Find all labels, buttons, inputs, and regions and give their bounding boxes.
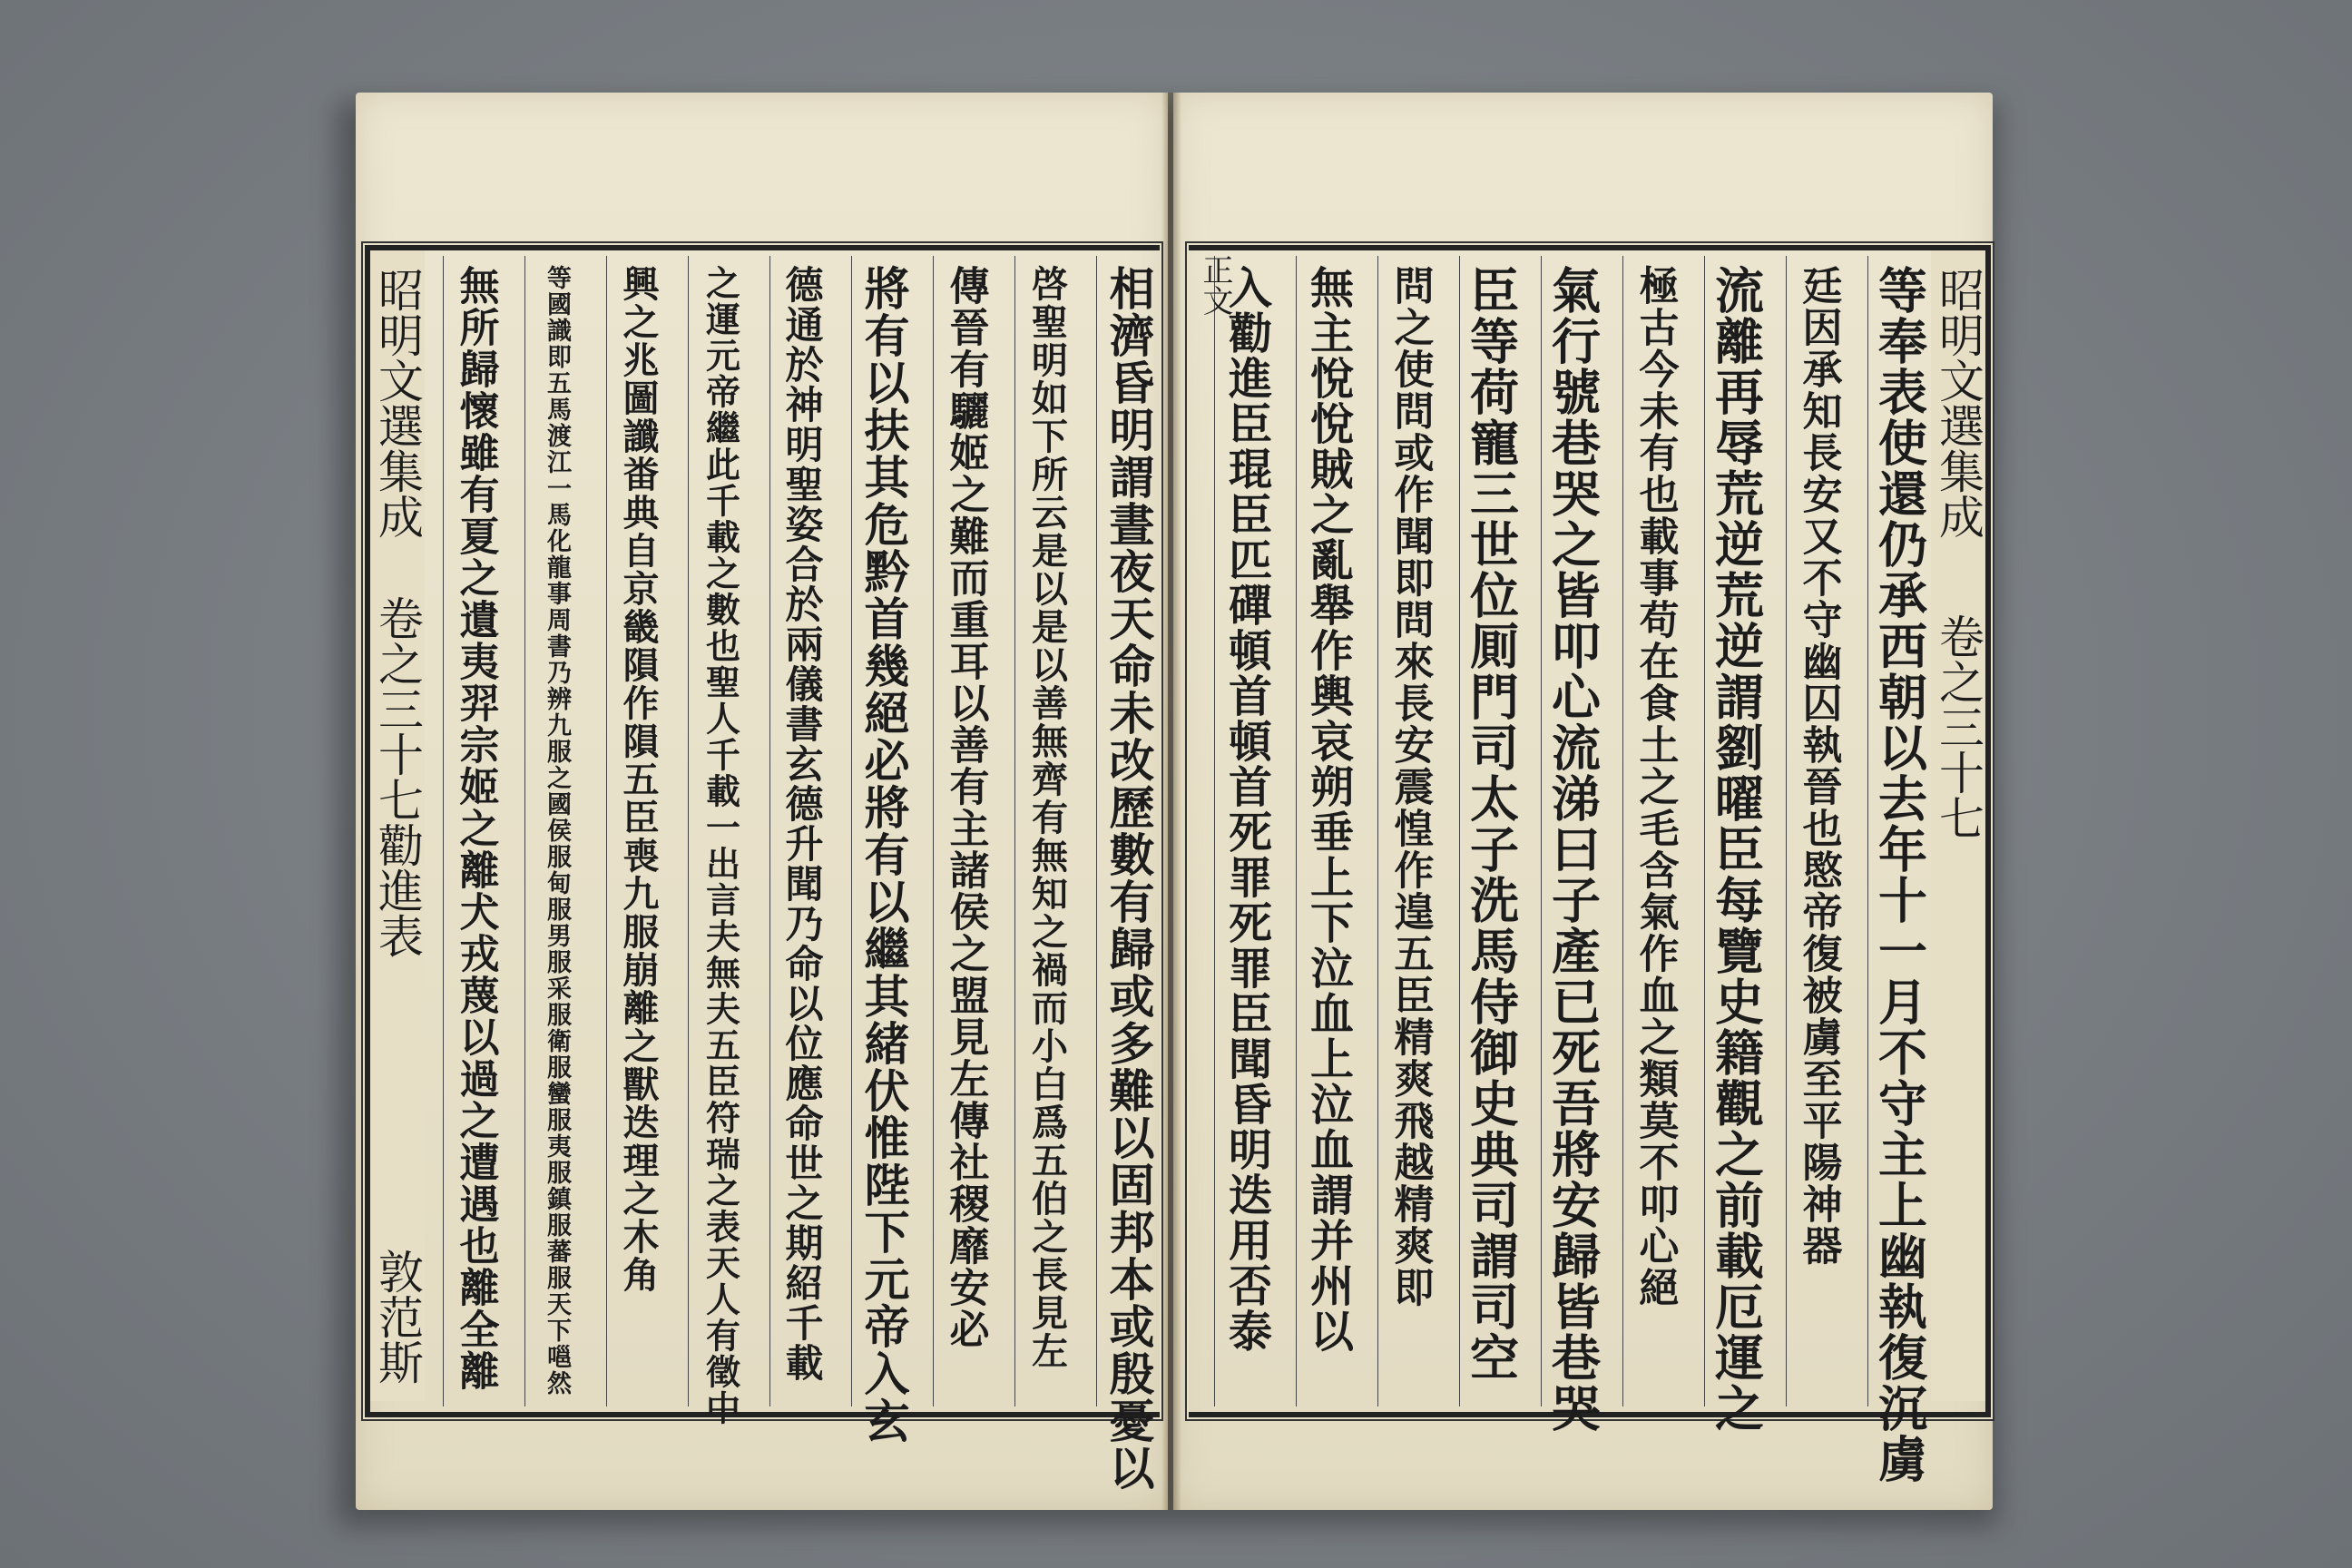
left-column-3-text: 傳晉有驪姬之難而重耳以善有主諸侯之盟見左傳社稷靡安必 <box>942 265 989 1350</box>
right-edge-volume: 卷之三十七 <box>1932 613 1984 840</box>
left-column-3 <box>933 256 996 1406</box>
right-column-4-text: 極古今未有也載事苟在食土之毛含氣作血之類莫不叩心絕 <box>1632 265 1679 1308</box>
left-column-2 <box>1014 256 1078 1406</box>
book-gutter <box>1161 93 1181 1510</box>
left-column-8 <box>524 256 588 1406</box>
right-column-4 <box>1622 256 1686 1406</box>
left-column-7 <box>606 256 670 1406</box>
right-column-7 <box>1377 256 1441 1406</box>
left-column-5 <box>769 256 833 1406</box>
left-column-8-text: 等國識即五馬渡江一馬化龍事周書乃辨九服之國侯服甸服男服采服衛服蠻服夷服鎮服蕃服天下嗈然 <box>543 265 571 1396</box>
left-edge-margin <box>370 250 425 1401</box>
left-edge-title: 昭明文選集成 <box>371 267 424 539</box>
left-column-6-text: 之運元帝繼此千載之數也聖人千載一出言夫無夫五臣符瑞之表天人有徵中 <box>700 265 741 1426</box>
right-column-5 <box>1541 256 1604 1434</box>
left-edge-volume: 卷之三十七勸進表 <box>371 595 424 958</box>
right-column-9 <box>1214 256 1278 1406</box>
right-column-2-text: 廷因承知長安又不守幽囚執晉也愍帝復被虜至平陽神器 <box>1795 265 1842 1267</box>
right-column-7-text: 問之使問或作聞即問來長安震惶作遑五臣精爽飛越精爽即 <box>1387 265 1434 1308</box>
left-column-9-text: 無所歸懷雖有夏之遺夷羿宗姬之離犬戎蔑以過之遭遇也離全離 <box>452 265 499 1392</box>
right-side-label: 正文 <box>1197 254 1233 316</box>
left-column-1-text: 相濟昏明謂晝夜天命未改歷數有歸或多難以固邦本或殷憂以 <box>1102 265 1156 1492</box>
left-column-4-text: 將有以扶其危黔首幾絕必將有以繼其緒伏惟陛下元帝入玄 <box>857 265 911 1445</box>
right-column-2 <box>1786 256 1849 1406</box>
right-column-8 <box>1296 256 1359 1406</box>
left-edge-page: 敦范斯 <box>371 1249 424 1385</box>
left-column-9 <box>443 256 506 1406</box>
right-column-8-text: 無主悅悅賊之亂舉作輿哀朔垂上下泣血上泣血謂并州以 <box>1302 265 1354 1354</box>
left-column-6 <box>688 256 751 1426</box>
left-column-2-text: 啓聖明如下所云是以是以善無齊有無知之禍而小白爲五伯之長見左 <box>1025 265 1069 1370</box>
right-column-1-text: 等奉表使還仍承西朝以去年十一月不守主上幽執復沉虜 <box>1870 265 1929 1485</box>
right-column-3 <box>1704 256 1768 1434</box>
left-column-5-text: 德通於神明聖姿合於兩儀書玄德升聞乃命以位應命世之期紹千載 <box>779 265 825 1383</box>
right-column-9-text: 入勸進臣琨臣匹磾頓首頓首死罪死罪臣聞昏明迭用否泰 <box>1220 265 1272 1354</box>
left-page-frame <box>365 245 1160 1492</box>
left-column-4 <box>851 256 915 1445</box>
right-column-1 <box>1867 256 1931 1485</box>
left-column-7-text: 興之兆圖讖畨典自京畿隕作隕五臣喪九服崩離之獸迭理之木角 <box>617 265 660 1294</box>
right-column-6 <box>1459 256 1523 1406</box>
right-column-5-text: 氣行號巷哭之皆叩心流涕曰子產已死吾將安歸皆巷哭 <box>1544 265 1602 1434</box>
right-column-6-text: 臣等荷寵三世位厠門司太子洗馬侍御史典司謂司空 <box>1462 265 1521 1383</box>
right-edge-margin <box>1931 250 1985 1401</box>
left-column-1 <box>1096 256 1160 1492</box>
right-page-frame <box>1189 245 1991 1485</box>
right-edge-title: 昭明文選集成 <box>1932 267 1984 539</box>
right-column-3-text: 流離再辱荒逆荒逆謂劉曜臣每覽史籍觀之前載厄運之 <box>1707 265 1766 1434</box>
